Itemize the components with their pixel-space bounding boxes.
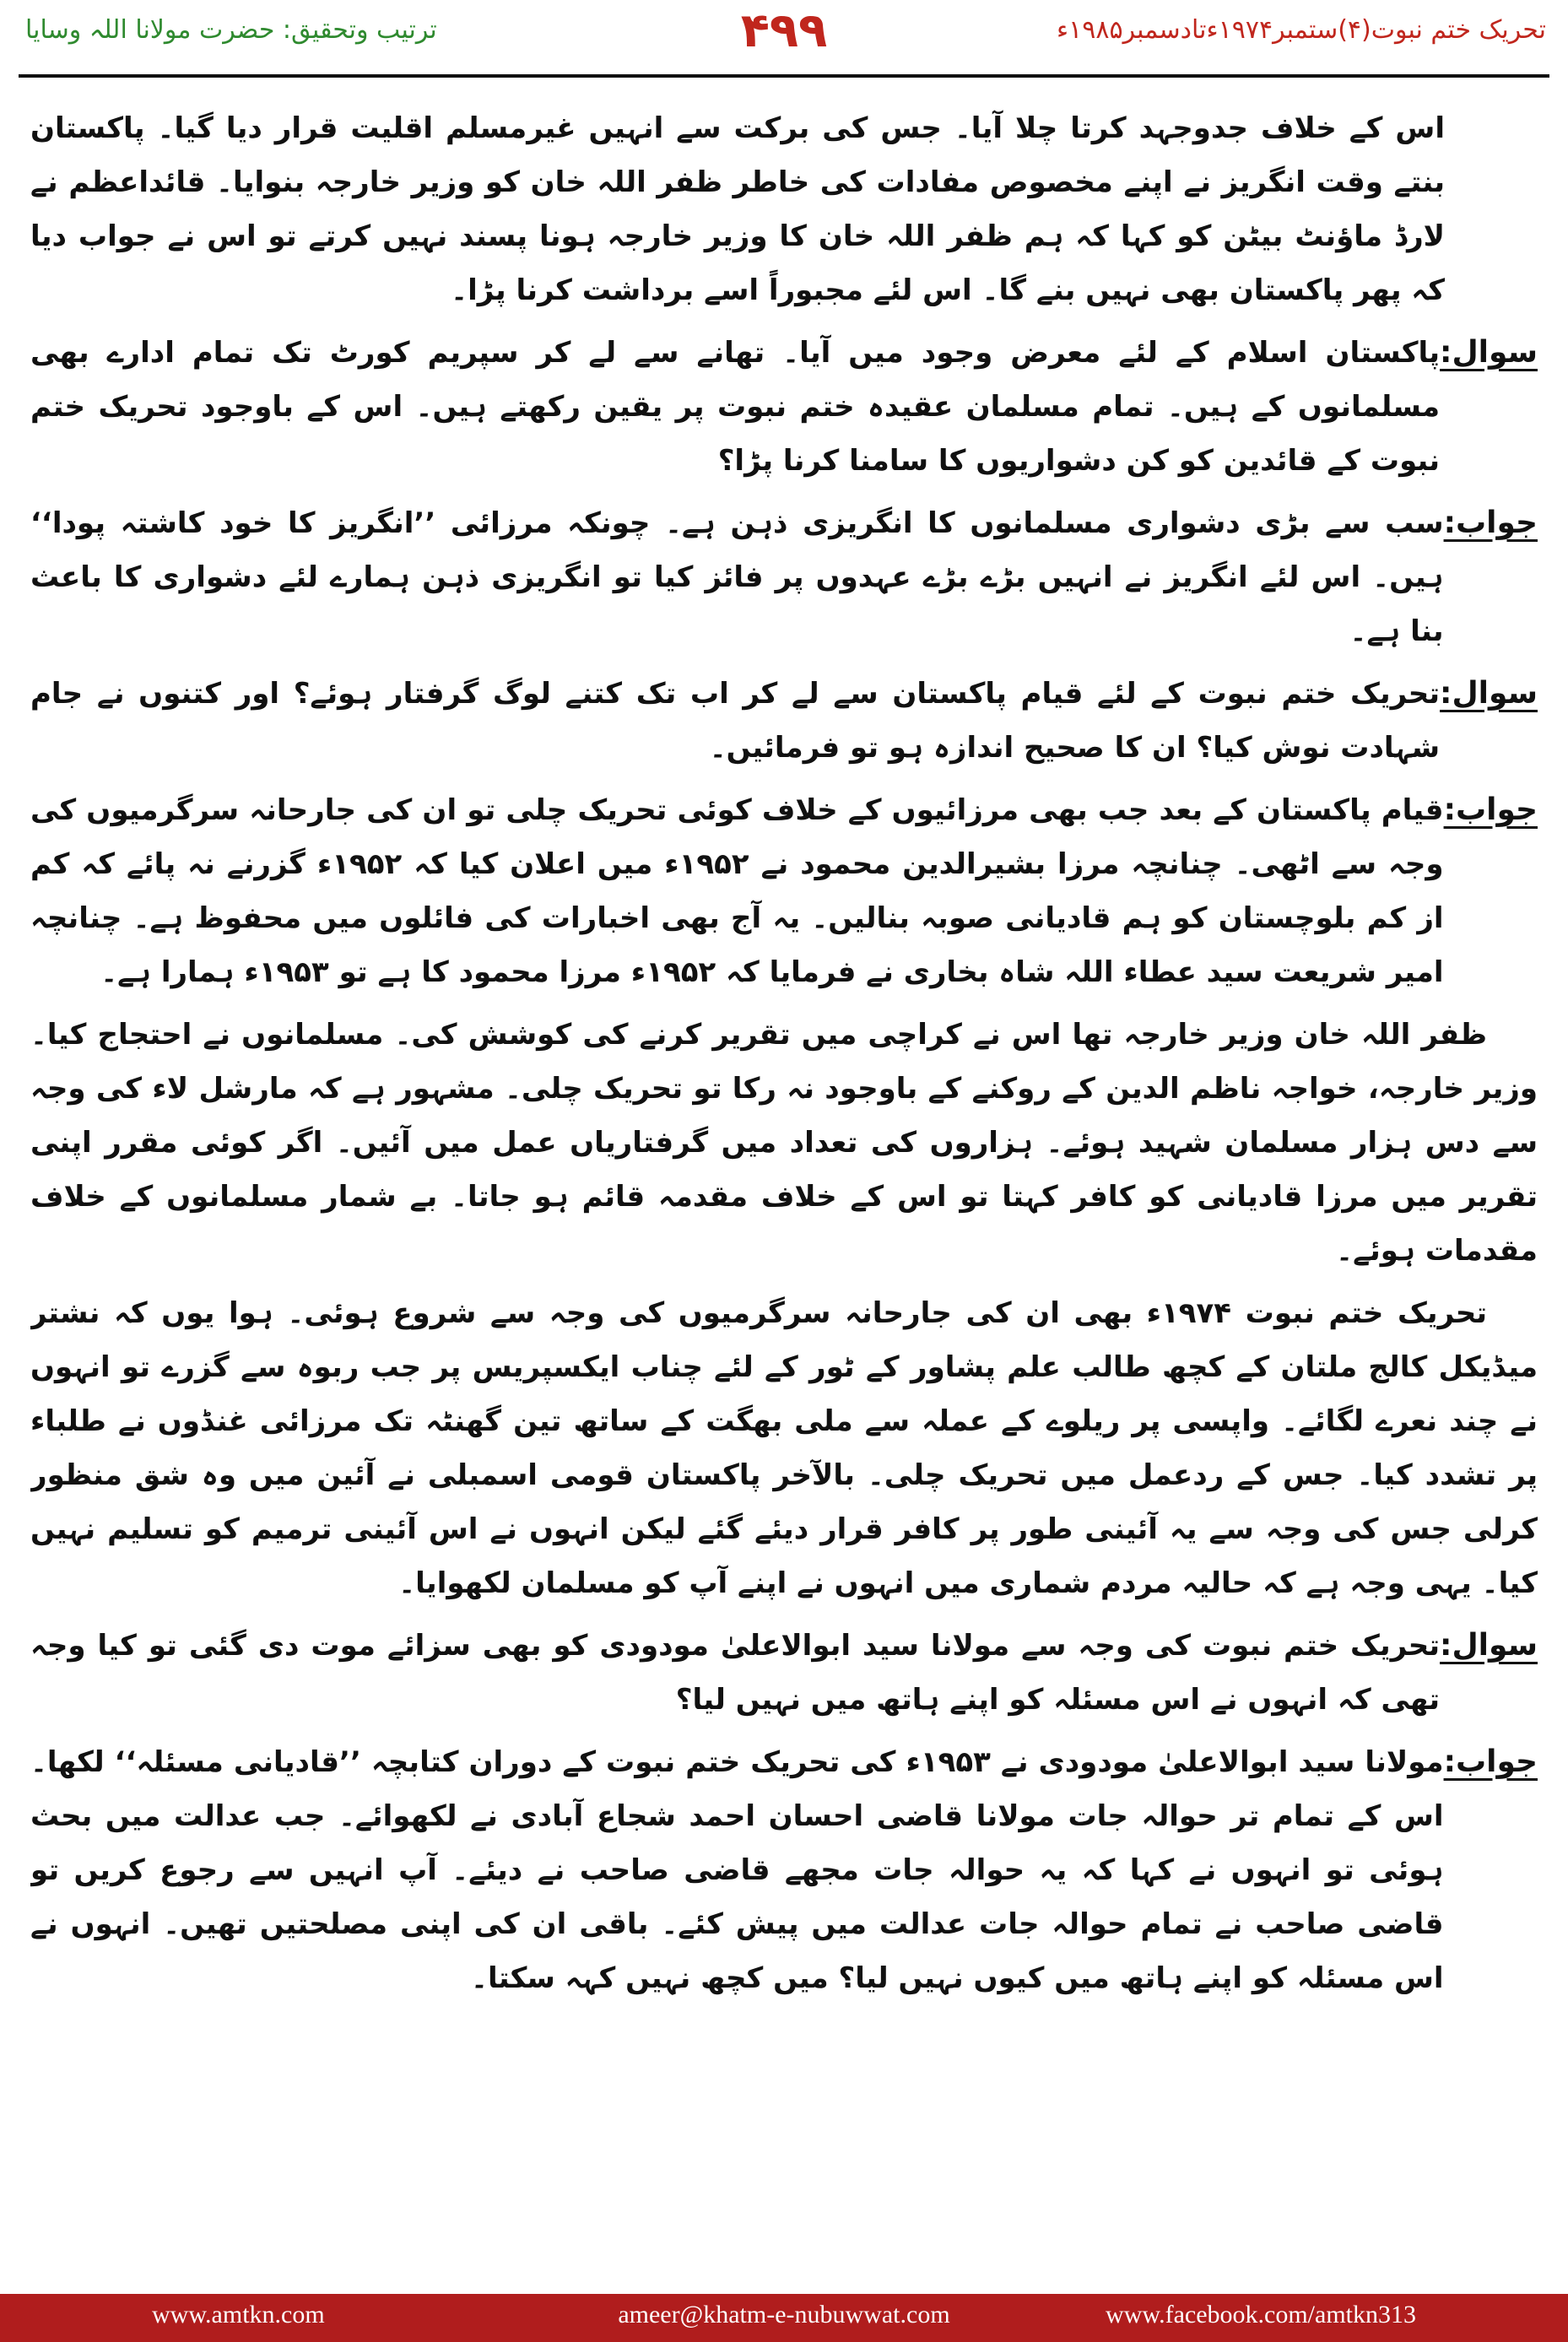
page-header bbox=[0, 0, 1568, 73]
answer-label: جواب: bbox=[1443, 1744, 1538, 1779]
paragraph-text: تحریک ختم نبوت ۱۹۷۴ء بھی ان کی جارحانہ سرگرمیوں کی وجہ سے شروع ہوئی۔ ہوا یوں کہ نشتر میڈیکل کالج ملتان کے کچھ طالب علم پشاور کے ٹور کے لئے چناب ایکسپریس پر جب ربوہ سے گزرے تو انہوں نے چند نعرے لگائے۔ واپسی پر ریلوے کے عملہ سے ملی بھگت کے ساتھ تین گھنٹہ تک مرزائی غنڈوں نے طلباء پر تشدد کیا۔ جس کے ردعمل میں تحریک چلی۔ بالآخر پاکستان قومی اسمبلی نے آئین میں وہ شق منظور کرلی جس کی وجہ سے یہ آئینی طور پر کافر قرار دیئے گئے لیکن انہوں نے اس آئینی ترمیم کو تسلیم نہیں کیا۔ یہی وجہ ہے کہ حالیہ مردم شماری میں انہوں نے اپنے آپ کو مسلمان لکھوایا۔ bbox=[30, 1296, 1538, 1600]
page-number: ۴۹۹ bbox=[740, 3, 828, 58]
header-divider bbox=[19, 74, 1549, 78]
answer-label: جواب: bbox=[1443, 792, 1538, 827]
question-label: سوال: bbox=[1440, 676, 1538, 711]
question-label: سوال: bbox=[1440, 335, 1538, 370]
answer-text: مولانا سید ابوالاعلیٰ مودودی نے ۱۹۵۳ء کی تحریک ختم نبوت کے دوران کتابچہ ’’قادیانی مسئلہ‘‘ لکھا۔ اس کے تمام تر حوالہ جات مولانا قاضی احسان احمد شجاع آبادی نے لکھوائے۔ جب عدالت میں بحث ہوئی تو انہوں نے کہا کہ یہ حوالہ جات مجھے قاضی صاحب نے دیئے۔ آپ انہیں سے رجوع کریں تو قاضی صاحب نے تمام حوالہ جات عدالت میں پیش کئے۔ باقی ان کی اپنی مصلحتیں تھیں۔ انہوں نے اس مسئلہ کو اپنے ہاتھ میں کیوں نہیں لیا؟ میں کچھ نہیں کہہ سکتا۔ bbox=[30, 1745, 1444, 1995]
email-link[interactable]: ameer@khatm-e-nubuwwat.com bbox=[618, 2301, 950, 2328]
answer-label: جواب: bbox=[1443, 506, 1538, 540]
book-title: تحریک ختم نبوت(۴)ستمبر۱۹۷۴ءتادسمبر۱۹۸۵ء bbox=[1057, 15, 1546, 45]
answer-paragraph bbox=[30, 496, 1538, 658]
question-paragraph bbox=[30, 326, 1538, 488]
question-text: تحریک ختم نبوت کے لئے قیام پاکستان سے لے کر اب تک کتنے لوگ گرفتار ہوئے؟ اور کتنوں نے جام شہادت نوش کیا؟ ان کا صحیح اندازہ ہو تو فرمائیں۔ bbox=[30, 677, 1441, 765]
question-label: سوال: bbox=[1440, 1628, 1538, 1663]
answer-text: سب سے بڑی دشواری مسلمانوں کا انگریزی ذہن ہے۔ چونکہ مرزائی ’’انگریز کا خود کاشتہ پودا‘‘ ہیں۔ اس لئے انگریز نے انہیں بڑے بڑے عہدوں پر فائز کیا تو انگریزی ذہن ہمارے لئے دشواری کا باعث بنا ہے۔ bbox=[30, 506, 1444, 648]
answer-paragraph bbox=[30, 783, 1538, 999]
paragraph bbox=[30, 1008, 1538, 1278]
compiler-credit: ترتیب وتحقیق: حضرت مولانا اللہ وسایا bbox=[25, 15, 437, 45]
paragraph-text: ظفر اللہ خان وزیر خارجہ تھا اس نے کراچی میں تقریر کرنے کی کوشش کی۔ مسلمانوں نے احتجاج کیا۔ وزیر خارجہ، خواجہ ناظم الدین کے روکنے کے باوجود نہ رکا تو تحریک چلی۔ مشہور ہے کہ مارشل لاء کی وجہ سے دس ہزار مسلمان شہید ہوئے۔ ہزاروں کی تعداد میں گرفتاریاں عمل میں آئیں۔ اگر کوئی مقرر اپنی تقریر میں مرزا قادیانی کو کافر کہتا تو اس کے خلاف مقدمہ قائم ہو جاتا۔ بے شمار مسلمانوں کے خلاف مقدمات ہوئے۔ bbox=[30, 1018, 1538, 1268]
question-text: تحریک ختم نبوت کی وجہ سے مولانا سید ابوالاعلیٰ مودودی کو بھی سزائے موت دی گئی تو کیا وجہ تھی کہ انہوں نے اس مسئلہ کو اپنے ہاتھ میں نہیں لیا؟ bbox=[30, 1629, 1441, 1717]
answer-paragraph bbox=[30, 1735, 1538, 2005]
website-link[interactable]: www.amtkn.com bbox=[152, 2301, 325, 2328]
paragraph-text: اس کے خلاف جدوجہد کرتا چلا آیا۔ جس کی برکت سے انہیں غیرمسلم اقلیت قرار دیا گیا۔ پاکستان بنتے وقت انگریز نے اپنے مخصوص مفادات کی خاطر ظفر اللہ خان کو وزیر خارجہ بنوایا۔ قائداعظم نے لارڈ ماؤنٹ بیٹن کو کہا کہ ہم ظفر اللہ خان کا وزیر خارجہ ہونا پسند نہیں کرتے تو اس نے جواب دیا کہ پھر پاکستان بھی نہیں بنے گا۔ اس لئے مجبوراً اسے برداشت کرنا پڑا۔ bbox=[30, 111, 1445, 307]
question-paragraph bbox=[30, 1619, 1538, 1727]
paragraph bbox=[30, 101, 1538, 317]
paragraph bbox=[30, 1286, 1538, 1610]
answer-text: قیام پاکستان کے بعد جب بھی مرزائیوں کے خلاف کوئی تحریک چلی تو ان کی جارحانہ سرگرمیوں کی وجہ سے اٹھی۔ چنانچہ مرزا بشیرالدین محمود نے ۱۹۵۲ء میں اعلان کیا کہ ۱۹۵۲ء گزرنے نہ پائے کہ کم از کم بلوچستان کو ہم قادیانی صوبہ بنالیں۔ یہ آج بھی اخبارات کی فائلوں میں محفوظ ہے۔ چنانچہ امیر شریعت سید عطاء اللہ شاہ بخاری نے فرمایا کہ ۱۹۵۲ء مرزا محمود کا ہے تو ۱۹۵۳ء ہمارا ہے۔ bbox=[30, 793, 1444, 989]
page-footer bbox=[0, 2294, 1568, 2342]
question-text: پاکستان اسلام کے لئے معرض وجود میں آیا۔ تھانے سے لے کر سپریم کورٹ تک تمام ادارے بھی مسلمانوں کے ہیں۔ تمام مسلمان عقیدہ ختم نبوت پر یقین رکھتے ہیں۔ اس کے باوجود تحریک ختم نبوت کے قائدین کو کن دشواریوں کا سامنا کرنا پڑا؟ bbox=[30, 336, 1441, 478]
question-paragraph bbox=[30, 667, 1538, 775]
facebook-link[interactable]: www.facebook.com/amtkn313 bbox=[1106, 2301, 1416, 2328]
page-body bbox=[30, 101, 1538, 2228]
